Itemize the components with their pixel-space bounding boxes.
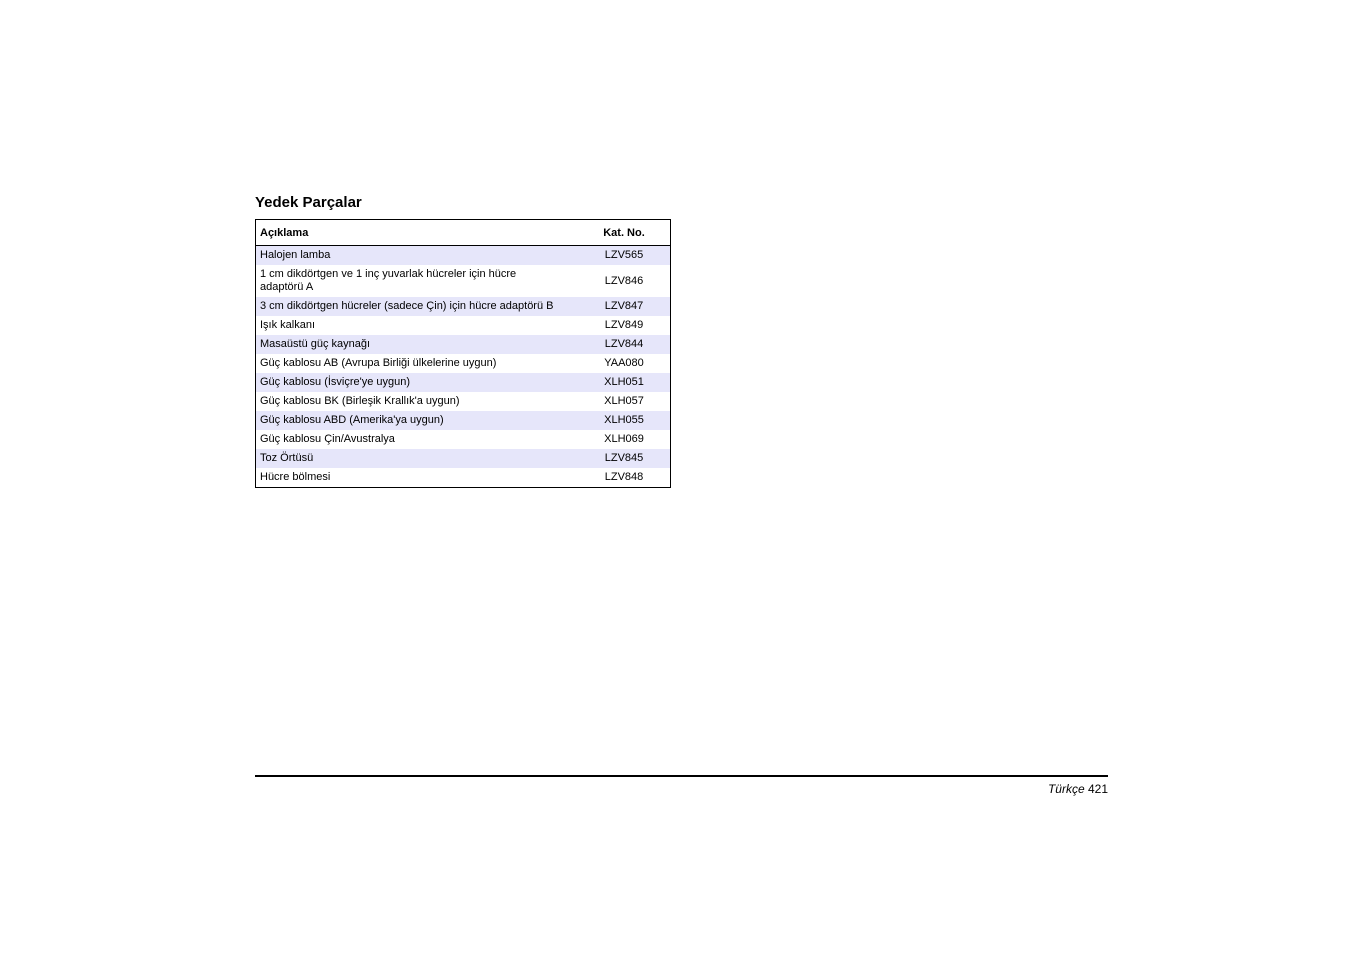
row-catalog-no: LZV845 [578,449,671,468]
row-catalog-no: LZV565 [578,246,671,266]
row-catalog-no: XLH057 [604,395,644,407]
table-header-row [256,220,671,246]
row-description: Güç kablosu (İsviçre'ye uygun) [256,373,579,392]
row-catalog-no: XLH055 [578,411,671,430]
section-title: Yedek Parçalar [255,194,362,211]
table-row [256,265,671,297]
row-description: Işık kalkanı [260,319,316,331]
row-description: Halojen lamba [256,246,579,266]
table-row [256,316,671,335]
table-row [256,297,671,316]
row-catalog-no: LZV844 [578,335,671,354]
row-description: 1 cm dikdörtgen ve 1 inç yuvarlak hücreler için hücre adaptörü A [260,268,517,293]
table-row [256,354,671,373]
row-description: 3 cm dikdörtgen hücreler (sadece Çin) için hücre adaptörü B [256,297,579,316]
spare-parts-table [255,219,671,488]
row-catalog-no: XLH069 [604,433,644,445]
row-catalog-no: LZV849 [604,319,644,331]
row-description: Masaüstü güç kaynağı [256,335,579,354]
table-row [256,392,671,411]
row-catalog-no: XLH051 [578,373,671,392]
table-row [256,335,671,354]
row-catalog-no: YAA080 [604,357,644,369]
header-catalog-no: Kat. No. [578,220,671,246]
table-row [256,468,671,488]
row-description: Güç kablosu ABD (Amerika'ya uygun) [256,411,579,430]
row-description: Hücre bölmesi [260,471,331,483]
row-description: Toz Örtüsü [256,449,579,468]
row-catalog-no: LZV848 [604,471,644,483]
row-description: Güç kablosu Çin/Avustralya [260,433,395,445]
page-footer [1048,782,1108,796]
row-description: Güç kablosu BK (Birleşik Krallık'a uygun) [260,395,460,407]
table-row [256,430,671,449]
table-row [256,373,671,392]
header-description: Açıklama [256,220,579,246]
table-row [256,449,671,468]
row-catalog-no: LZV847 [578,297,671,316]
row-catalog-no: LZV846 [604,274,644,287]
row-description: Güç kablosu AB (Avrupa Birliği ülkelerine uygun) [260,357,497,369]
footer-page-number: 421 [1087,782,1108,796]
footer-divider [255,775,1108,777]
footer-language: Türkçe [1047,782,1085,796]
table-row [256,411,671,430]
table-row [256,246,671,266]
